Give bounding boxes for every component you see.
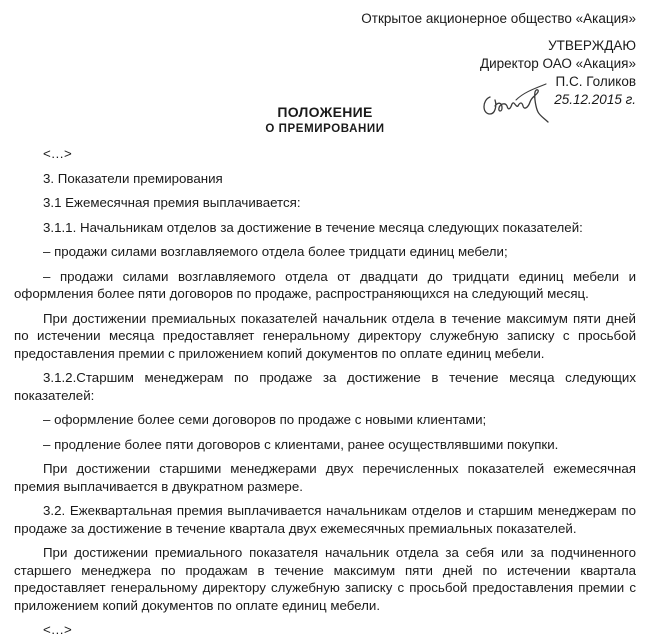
approval-date: 25.12.2015 г. — [554, 92, 636, 107]
paragraph: При достижении премиальных показателей начальник отдела в течение максимум пяти дней по истечении месяца предоставляет генеральному директору служебную записку с просьбой предоставления премии с приложением копий документов по оплате единиц мебели. — [14, 310, 636, 361]
paragraph: 3.1.2.Старшим менеджерам по продаже за достижение в течение месяца следующих показателей: — [14, 370, 636, 403]
ellipsis-bottom: <…> — [43, 622, 72, 637]
section-heading: 3. Показатели премирования — [43, 170, 223, 186]
approve-label: УТВЕРЖДАЮ — [548, 38, 636, 53]
list-item: – продажи силами возглавляемого отдела более тридцати единиц мебели; — [43, 244, 508, 259]
paragraph: 3.1.1. Начальникам отделов за достижение в течение месяца следующих показателей: — [43, 219, 583, 235]
director-position: Директор ОАО «Акация» — [479, 56, 636, 71]
paragraph: 3.1 Ежемесячная премия выплачивается: — [43, 195, 301, 210]
organization-name: Открытое акционерное общество «Акация» — [361, 11, 636, 26]
paragraph: При достижении старшими менеджерами двух перечисленных показателей ежемесячная премия выплачивается в двукратном размере. — [14, 461, 636, 494]
list-item: – оформление более семи договоров по продаже с новыми клиентами; — [43, 412, 487, 427]
list-item: – продажи силами возглавляемого отдела от двадцати до тридцати единиц мебели и оформления более пяти договоров по продаже, распространяющихся на следующий месяц. — [14, 268, 636, 301]
document-body — [14, 145, 636, 639]
director-name: П.С. Голиков — [555, 74, 636, 89]
document-subtitle: О ПРЕМИРОВАНИИ — [265, 123, 385, 135]
ellipsis-top: <…> — [43, 146, 72, 161]
document-title: ПОЛОЖЕНИЕ — [277, 104, 373, 120]
paragraph: 3.2. Ежеквартальная премия выплачивается начальникам отделов и старшим менеджерам по продаже за достижение в течение квартала двух ежемесячных премиальных показателей. — [14, 503, 636, 536]
list-item: – продление более пяти договоров с клиентами, ранее осуществлявшими покупки. — [43, 436, 559, 452]
paragraph: При достижении премиального показателя начальник отдела за себя или за подчиненного старшего менеджера по продажам в течение максимум пяти дней по истечении квартала предоставляет генеральному директору служебную записку с просьбой предоставления премии с приложением копий документов по оплате единиц мебели. — [14, 545, 636, 613]
